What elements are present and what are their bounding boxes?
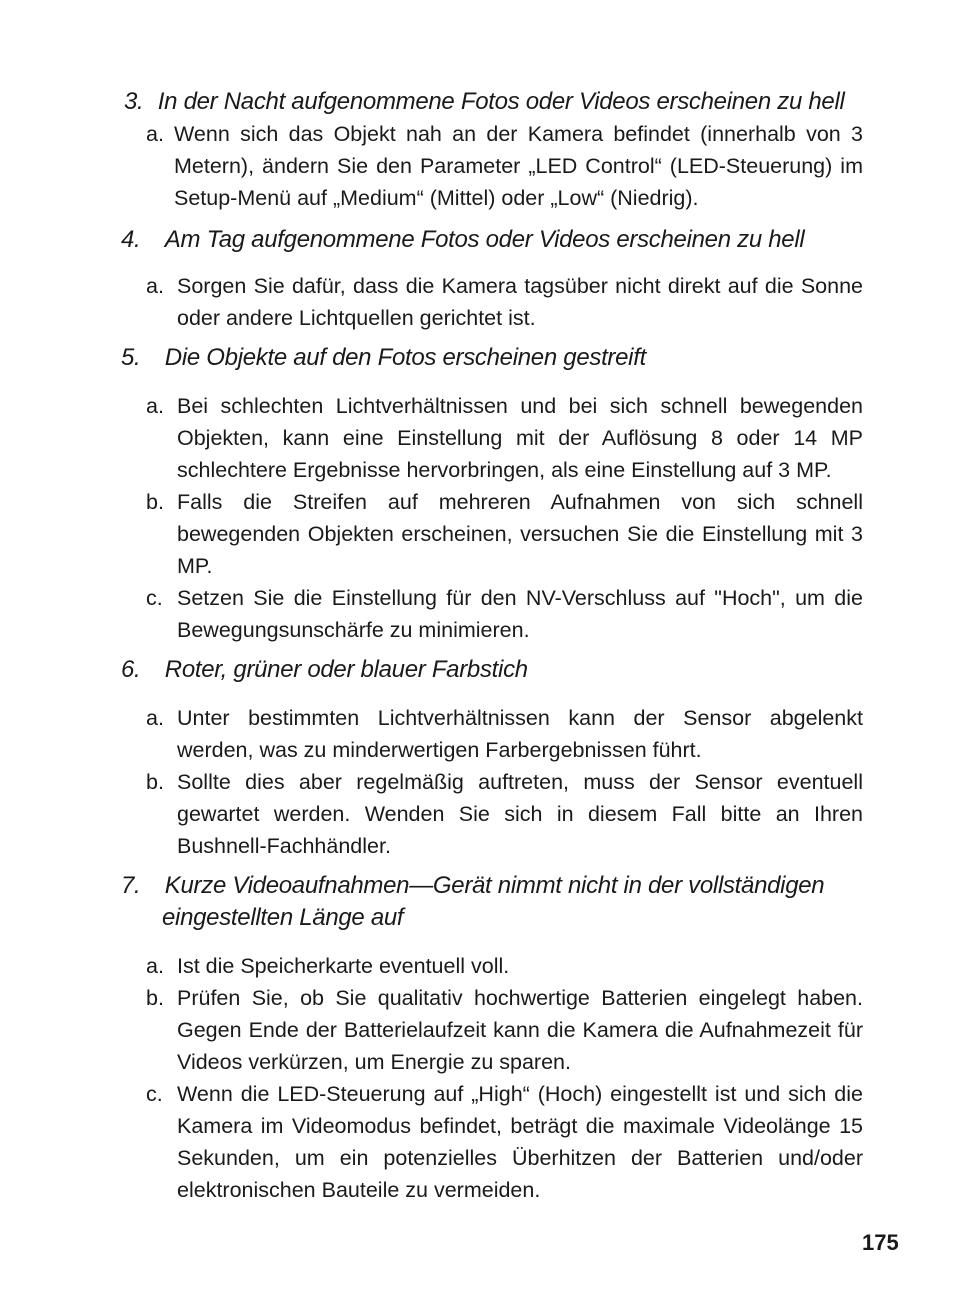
item-label: b. <box>146 986 164 1010</box>
item-text: Falls die Streifen auf mehreren Aufnahmen von sich schnell bewegenden Objekten erscheinen, versuchen Sie die Einstellung mit 3 MP. <box>177 490 863 578</box>
item-label: b. <box>146 490 164 514</box>
section-6-heading <box>121 654 528 686</box>
section-7-item-c <box>146 1078 863 1206</box>
section-3-number: 3. <box>124 88 144 115</box>
item-text: Ist die Speicherkarte eventuell voll. <box>177 954 510 978</box>
section-3-title: In der Nacht aufgenommene Fotos oder Videos erscheinen zu hell <box>157 88 845 115</box>
item-text: Bei schlechten Lichtverhältnissen und bei sich schnell bewegenden Objekten, kann eine Einstellung mit der Auflösung 8 oder 14 MP schlechtere Ergebnisse hervorbringen, als eine Einstellung auf 3 MP. <box>177 394 863 482</box>
section-7-title: Kurze Videoaufnahmen—Gerät nimmt nicht in der vollständigen <box>164 872 825 899</box>
section-5-heading <box>121 342 646 374</box>
section-5-item-b <box>146 486 863 582</box>
section-7-title-line2: eingestellten Länge auf <box>162 904 404 931</box>
item-label: b. <box>146 770 164 794</box>
item-text: Unter bestimmten Lichtverhältnissen kann der Sensor abgelenkt werden, was zu minderwertigen Farbergebnissen führt. <box>177 706 863 762</box>
item-text: Setzen Sie die Einstellung für den NV-Verschluss auf "Hoch", um die Bewegungsunschärfe zu minimieren. <box>177 586 863 642</box>
section-4-heading <box>121 224 804 256</box>
section-7-number: 7. <box>121 872 141 899</box>
item-label: a. <box>146 394 164 418</box>
section-6-item-a <box>146 702 863 766</box>
section-5-number: 5. <box>121 344 141 371</box>
item-label: a. <box>146 122 164 146</box>
section-6-number: 6. <box>121 656 141 683</box>
section-7-item-b <box>146 982 863 1078</box>
item-text: Prüfen Sie, ob Sie qualitativ hochwertige Batterien eingelegt haben. Gegen Ende der Batterielaufzeit kann die Kamera die Aufnahmezeit für Videos verkürzen, um Energie zu sparen. <box>177 986 863 1074</box>
section-4-item-a <box>146 270 863 334</box>
item-text: Wenn sich das Objekt nah an der Kamera befindet (innerhalb von 3 Metern), ändern Sie den Parameter „LED Control“ (LED-Steuerung) im Setup-Menü auf „Medium“ (Mittel) oder „Low“ (Niedrig). <box>174 122 863 210</box>
item-label: a. <box>146 954 164 978</box>
section-7-heading <box>121 870 824 902</box>
item-label: c. <box>146 1082 163 1106</box>
section-5-item-a <box>146 390 863 486</box>
item-label: a. <box>146 274 164 298</box>
section-4-number: 4. <box>121 226 141 253</box>
section-5-item-c <box>146 582 863 646</box>
section-6-item-b <box>146 766 863 862</box>
item-text: Sorgen Sie dafür, dass die Kamera tagsüber nicht direkt auf die Sonne oder andere Lichtquellen gerichtet ist. <box>177 274 863 330</box>
section-3-heading <box>124 86 845 118</box>
section-7-item-a <box>146 950 863 982</box>
item-label: a. <box>146 706 164 730</box>
section-4-title: Am Tag aufgenommene Fotos oder Videos erscheinen zu hell <box>164 226 805 253</box>
section-7-heading-line2 <box>162 902 403 934</box>
section-6-title: Roter, grüner oder blauer Farbstich <box>164 656 528 683</box>
item-label: c. <box>146 586 163 610</box>
page-number: 175 <box>862 1230 899 1255</box>
item-text: Sollte dies aber regelmäßig auftreten, muss der Sensor eventuell gewartet werden. Wenden Sie sich in diesem Fall bitte an Ihren Bushnell-Fachhändler. <box>177 770 863 858</box>
section-3-item-a <box>146 118 863 214</box>
item-text: Wenn die LED-Steuerung auf „High“ (Hoch) eingestellt ist und sich die Kamera im Videomodus befindet, beträgt die maximale Videolänge 15 Sekunden, um ein potenzielles Überhitzen der Batterien und/oder elektronischen Bauteile zu vermeiden. <box>177 1082 863 1202</box>
section-5-title: Die Objekte auf den Fotos erscheinen gestreift <box>164 344 646 371</box>
